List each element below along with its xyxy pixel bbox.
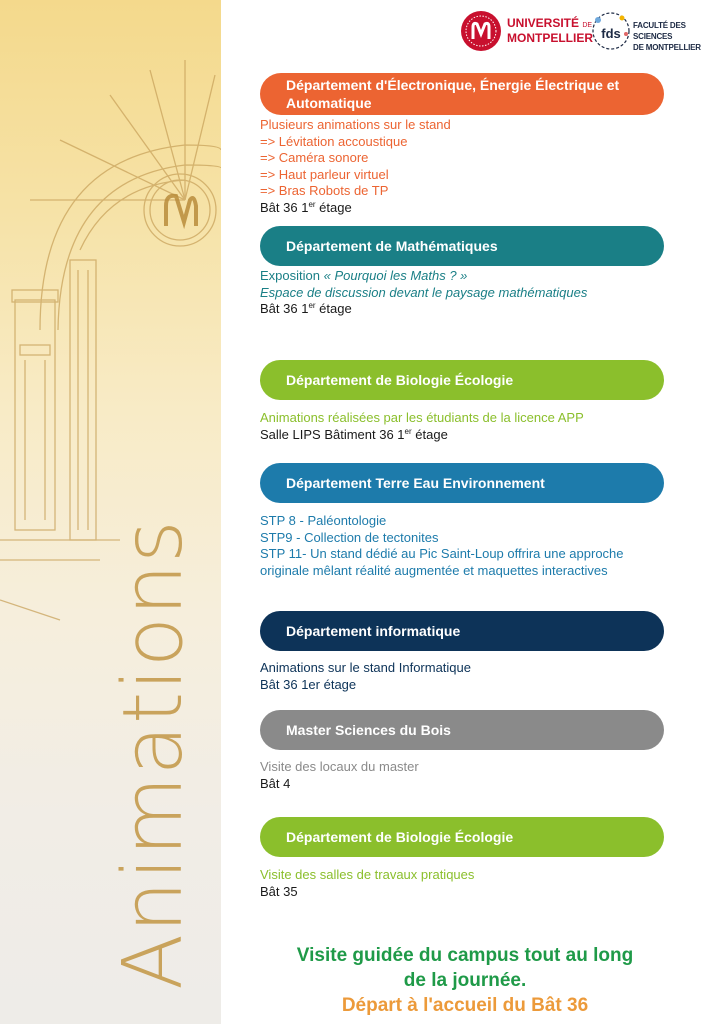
body-line: Visite des locaux du master (260, 759, 419, 774)
location-line: Bât 36 1er étage (260, 301, 352, 317)
universite-montpellier-logo-icon (460, 10, 502, 52)
body-line: STP 8 - Paléontologie (260, 513, 387, 528)
svg-text:fds: fds (601, 26, 621, 41)
location-line: Salle LIPS Bâtiment 36 1er étage (260, 426, 448, 442)
body-line: Espace de discussion devant le paysage mathématiques (260, 284, 588, 300)
side-title-animations: Animations (106, 519, 201, 990)
body-line: => Bras Robots de TP (260, 183, 389, 199)
section-title: Département de Biologie Écologie (286, 829, 514, 845)
section-body-informatique (260, 660, 700, 693)
section-body-terre-eau-environnement (260, 513, 700, 579)
body-line: Plusieurs animations sur le stand (260, 117, 451, 132)
um-logo-text: UNIVERSITÉ DE MONTPELLIER (507, 16, 593, 45)
section-header-terre-eau-environnement (260, 463, 664, 503)
section-body-biologie-ecologie-2 (260, 867, 700, 900)
body-line: => Caméra sonore (260, 150, 369, 166)
body-line: STP 11- Un stand dédié au Pic Saint-Loup offrira une approche (260, 546, 624, 562)
section-title: Département de Biologie Écologie (286, 372, 514, 388)
section-body-electronique (260, 117, 700, 217)
section-header-master-sciences-bois (260, 710, 664, 750)
body-line: => Haut parleur virtuel (260, 166, 389, 182)
section-header-electronique (260, 73, 664, 115)
location-line: Bât 35 (260, 883, 298, 899)
fds-logo-text: FACULTÉ DES SCIENCES DE MONTPELLIER (633, 21, 701, 52)
footer-line: Visite guidée du campus tout au long (296, 945, 634, 966)
body-line: originale mêlant réalité augmentée et maquettes interactives (260, 562, 608, 578)
body-line: Exposition « Pourquoi les Maths ? » (260, 268, 468, 283)
body-line: STP9 - Collection de tectonites (260, 529, 439, 545)
location-line: Bât 4 (260, 775, 291, 791)
footer-line: de la journée. (403, 970, 527, 991)
faculte-sciences-logo-icon (590, 10, 632, 52)
section-body-master-sciences-bois (260, 759, 700, 792)
footer-line: Départ à l'accueil du Bât 36 (341, 995, 589, 1016)
body-line: Visite des salles de travaux pratiques (260, 867, 475, 882)
section-header-biologie-ecologie-2 (260, 817, 664, 857)
section-body-biologie-ecologie (260, 410, 700, 443)
body-line: => Lévitation accoustique (260, 133, 408, 149)
section-title: Département d'Électronique, Énergie Électrique et Automatique (286, 77, 620, 111)
location-line: Bât 36 1er étage (260, 199, 352, 215)
section-title: Département informatique (286, 623, 461, 639)
section-title: Master Sciences du Bois (286, 722, 451, 738)
body-line: Animations réalisées par les étudiants de la licence APP (260, 410, 584, 425)
logos-header (460, 10, 710, 54)
decorative-side-panel (0, 0, 221, 1024)
section-header-biologie-ecologie (260, 360, 664, 400)
section-header-mathematiques (260, 226, 664, 266)
body-line: Animations sur le stand Informatique (260, 660, 471, 675)
footer-guided-tour (235, 943, 695, 993)
body-line: Bât 36 1er étage (260, 676, 357, 692)
section-header-informatique (260, 611, 664, 651)
footer-departure (235, 993, 695, 1018)
section-title: Département de Mathématiques (286, 238, 498, 254)
section-title: Département Terre Eau Environnement (286, 475, 545, 491)
section-body-mathematiques (260, 268, 700, 318)
